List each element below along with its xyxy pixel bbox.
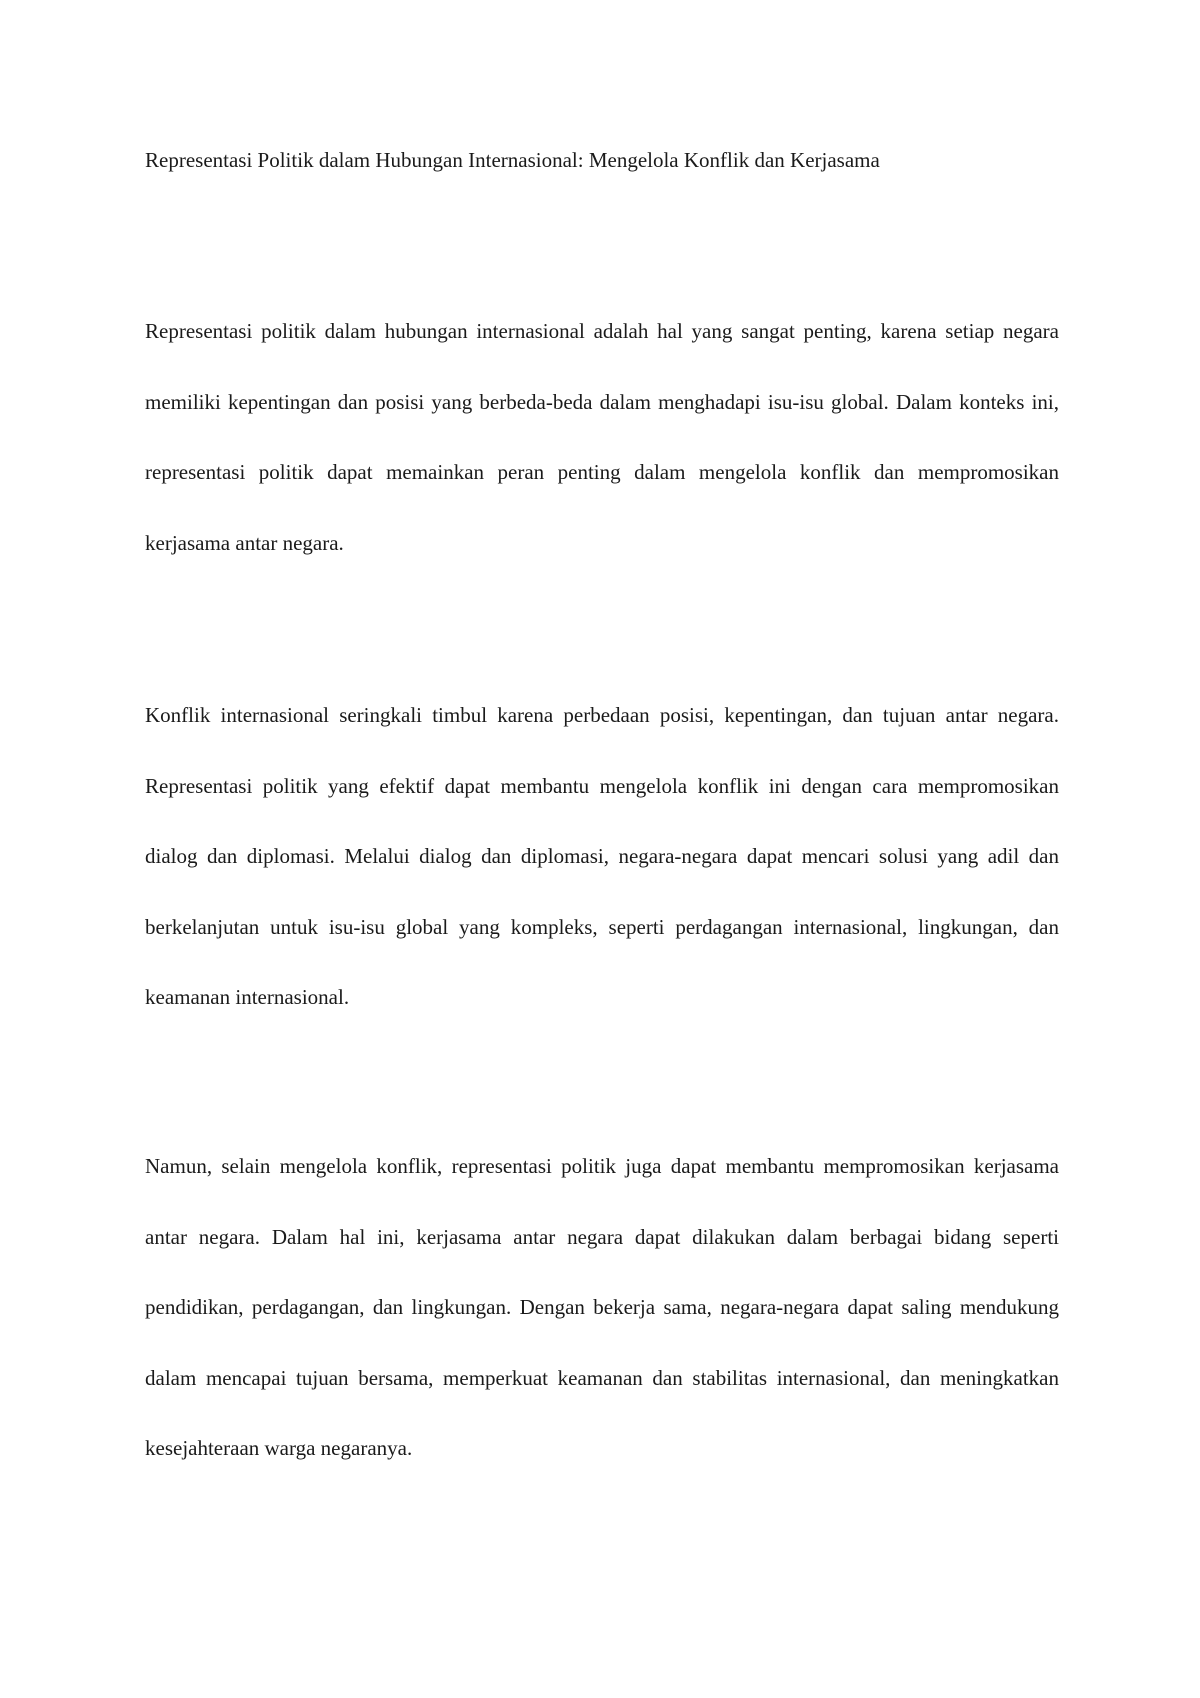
paragraph-1: Representasi politik dalam hubungan internasional adalah hal yang sangat penting, karena setiap negara memiliki kepentingan dan posisi yang berbeda-beda dalam menghadapi isu-isu global. Dalam konteks ini, representasi politik dapat memainkan peran penting dalam mengelola konflik dan mempromosikan kerjasama antar negara. bbox=[145, 319, 1059, 555]
paragraph-2: Konflik internasional seringkali timbul karena perbedaan posisi, kepentingan, dan tujuan antar negara. Representasi politik yang efektif dapat membantu mengelola konflik ini dengan cara mempromosikan dialog dan diplomasi. Melalui dialog dan diplomasi, negara-negara dapat mencari solusi yang adil dan berkelanjutan untuk isu-isu global yang kompleks, seperti perdagangan internasional, lingkungan, dan keamanan internasional. bbox=[145, 703, 1059, 1009]
paragraph-3: Namun, selain mengelola konflik, representasi politik juga dapat membantu mempromosikan kerjasama antar negara. Dalam hal ini, kerjasama antar negara dapat dilakukan dalam berbagai bidang seperti pendidikan, perdagangan, dan lingkungan. Dengan bekerja sama, negara-negara dapat saling mendukung dalam mencapai tujuan bersama, memperkuat keamanan dan stabilitas internasional, dan meningkatkan kesejahteraan warga negaranya. bbox=[145, 1154, 1059, 1460]
document-title: Representasi Politik dalam Hubungan Internasional: Mengelola Konflik dan Kerjasama bbox=[145, 148, 880, 172]
